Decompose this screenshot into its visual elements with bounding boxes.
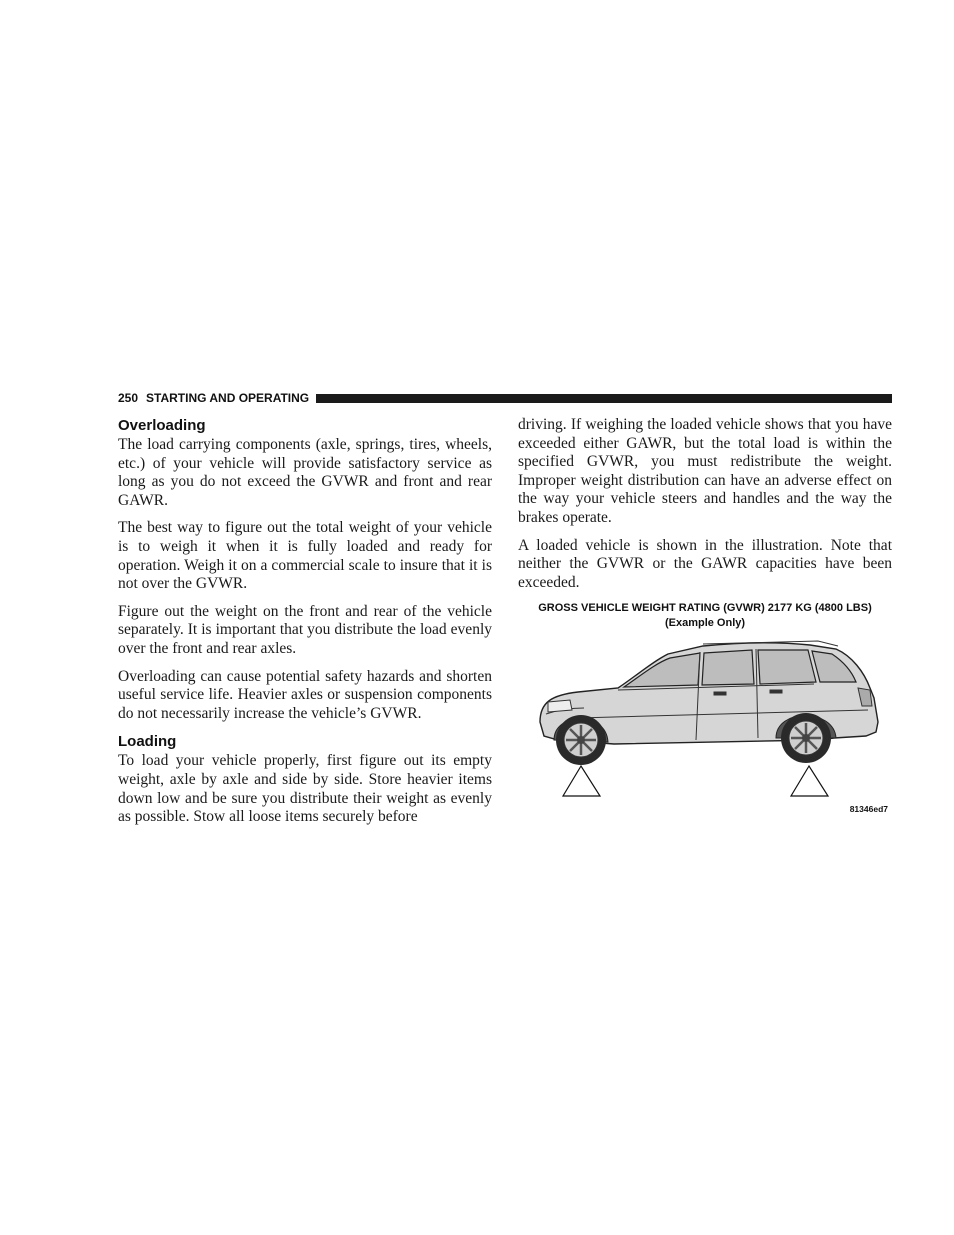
figure-caption: GROSS VEHICLE WEIGHT RATING (GVWR) 2177 KG (4800 LBS) [538, 602, 872, 615]
figure-code: 81346ed7 [849, 804, 888, 815]
paragraph-3: Figure out the weight on the front and rear of the vehicle separately. It is important that you distribute the load evenly over the front and rear axles. [118, 602, 492, 657]
paragraph-5: To load your vehicle properly, first figure out its empty weight, axle by axle and side by side. Store heavier items down low and be sure you distribute their weight as evenly as possible. Stow all loose items securely before [118, 752, 492, 826]
rear-wheel [781, 713, 831, 763]
heading-overloading: Overloading [118, 417, 206, 434]
figure [518, 601, 892, 814]
page-header [118, 389, 892, 407]
front-scale-triangle [563, 766, 600, 796]
header-rule [316, 394, 892, 403]
figure-subcaption: (Example Only) [664, 617, 746, 630]
left-column [118, 416, 492, 836]
paragraph-4: Overloading can cause potential safety hazards and shorten useful service life. Heavier axles or suspension components do not necessarily increase the vehicle’s GVWR. [118, 667, 492, 722]
rear-scale-triangle [791, 766, 828, 796]
page-number: 250 [118, 391, 139, 405]
heading-loading: Loading [118, 733, 177, 751]
paragraph-1: The load carrying components (axle, springs, tires, wheels, etc.) of your vehicle will provide satisfactory service as long as you do not exceed the GVWR and front and rear GAWR. [118, 436, 492, 509]
car-windows [624, 650, 856, 687]
paragraph-6: driving. If weighing the loaded vehicle shows that you have exceeded either GAWR, but the total load is within the specified GVWR, you must redistribute the weight. Improper weight distribution can have an adverse effect on the way your vehicle steers and handles and the way the brakes operate. [518, 416, 892, 526]
paragraph-7: A loaded vehicle is shown in the illustration. Note that neither the GVWR or the GAWR capacities have been exceeded. [518, 536, 892, 591]
section-title: STARTING AND OPERATING [146, 391, 310, 405]
paragraph-2: The best way to figure out the total weight of your vehicle is to weigh it when it is fully loaded and ready for operation. Weigh it on a commercial scale to insure that it is not over the GVWR. [118, 519, 492, 593]
vehicle-illustration [518, 632, 892, 802]
right-column [518, 416, 892, 814]
front-wheel [556, 715, 606, 765]
